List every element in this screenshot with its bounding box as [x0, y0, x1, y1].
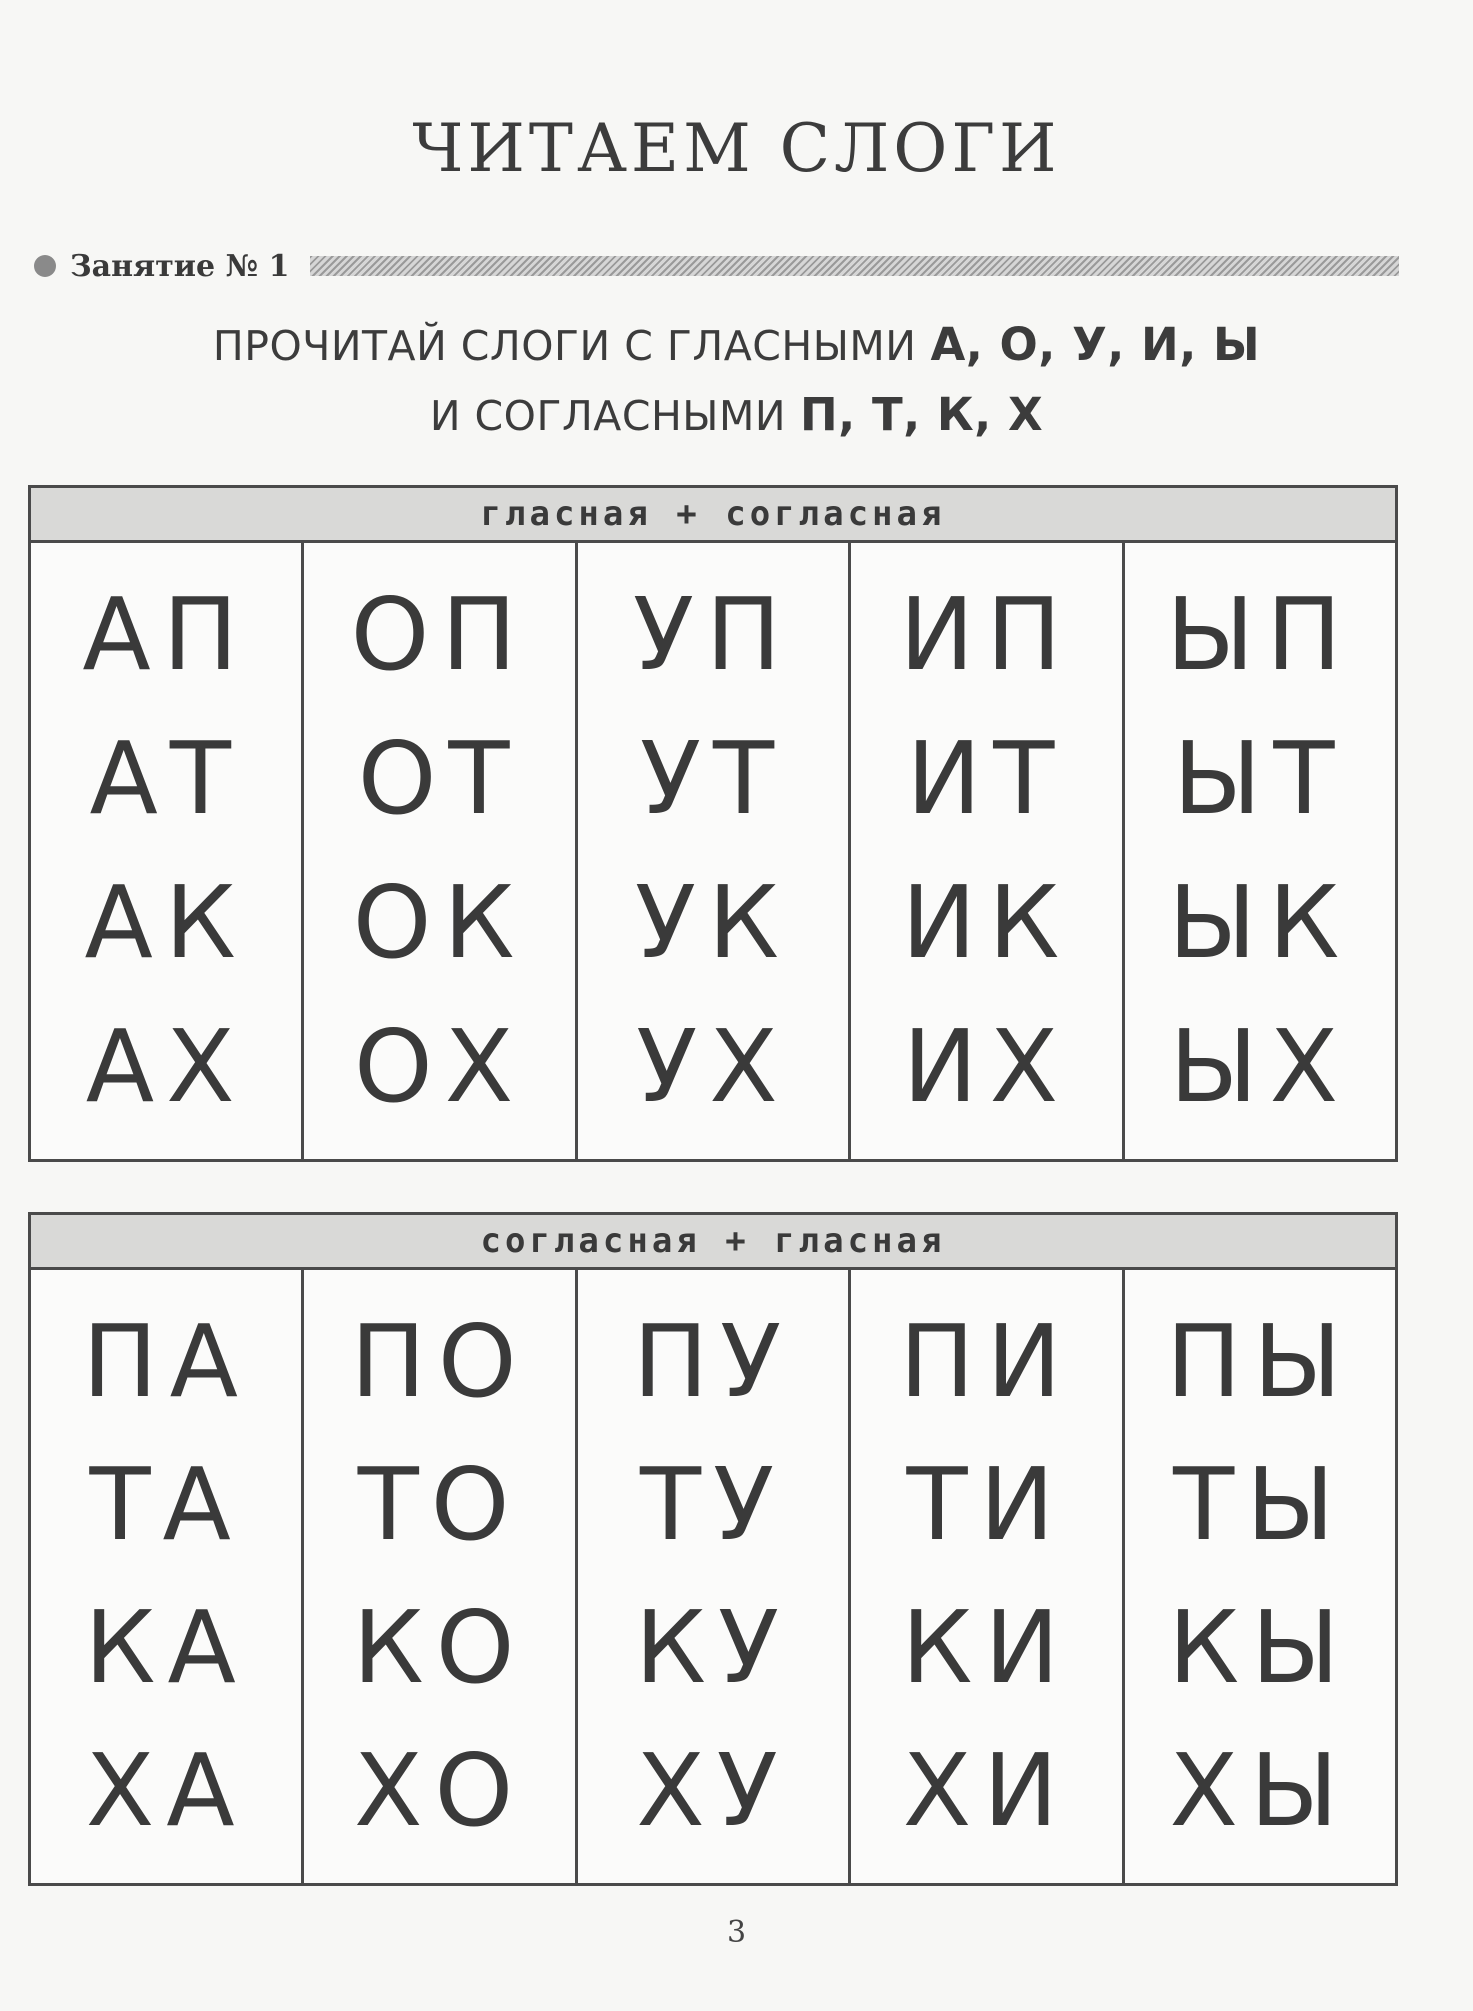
syllable-cell: УП [632, 576, 794, 693]
syllable-cell: УТ [640, 720, 787, 837]
syllable-table-consonant-vowel [28, 1212, 1398, 1886]
syllable-cell: ПЫ [1166, 1302, 1354, 1420]
syllable-cell: ПИ [899, 1302, 1074, 1420]
syllable-cell: АТ [89, 720, 243, 837]
syllable-cell: ЫК [1168, 864, 1352, 981]
syllable-cell: ХИ [902, 1732, 1071, 1850]
syllable-cell: ОХ [354, 1008, 526, 1125]
syllable-cell: ОК [352, 864, 527, 981]
syllable-cell: ЫТ [1173, 720, 1347, 837]
syllable-cell: ЫХ [1169, 1008, 1351, 1125]
syllable-cell: ТА [89, 1445, 243, 1563]
syllable-cell: КО [352, 1589, 527, 1707]
syllable-cell: ИТ [906, 720, 1067, 837]
syllable-cell: ТО [357, 1445, 522, 1563]
syllable-cell: ОП [350, 576, 529, 693]
instruction-vowels: А, О, У, И, Ы [930, 318, 1261, 371]
table-column [1122, 1270, 1395, 1883]
page-number: 3 [726, 1915, 747, 1950]
table-columns [31, 543, 1395, 1159]
syllable-cell: ИХ [902, 1008, 1071, 1125]
syllable-cell: КУ [635, 1589, 791, 1707]
table-column [31, 1270, 301, 1883]
syllable-table-vowel-consonant [28, 485, 1398, 1162]
table-column [575, 1270, 848, 1883]
syllable-cell: ХЫ [1169, 1732, 1351, 1850]
syllable-cell: ИП [899, 576, 1074, 693]
syllable-cell: АП [82, 576, 250, 693]
table-column [31, 543, 301, 1159]
syllable-cell: ИК [901, 864, 1072, 981]
table-header: согласная + гласная [31, 1215, 1395, 1270]
syllable-cell: ПА [82, 1302, 250, 1420]
instruction-text-2: И СОГЛАСНЫМИ [429, 392, 787, 440]
syllable-cell: ПУ [632, 1302, 794, 1420]
syllable-cell: КА [84, 1589, 248, 1707]
hatched-divider [310, 256, 1400, 276]
table-column [575, 543, 848, 1159]
syllable-cell: ТИ [906, 1445, 1067, 1563]
instruction-line-2 [0, 388, 1473, 441]
syllable-cell: ОТ [357, 720, 522, 837]
syllable-cell: АК [84, 864, 248, 981]
syllable-cell: УХ [636, 1008, 790, 1125]
table-column [301, 543, 574, 1159]
syllable-cell: КИ [901, 1589, 1072, 1707]
syllable-cell: ПО [350, 1302, 529, 1420]
syllable-cell: ЫП [1166, 576, 1354, 693]
syllable-cell: УК [635, 864, 791, 981]
bullet-icon [34, 255, 56, 277]
lesson-label: Занятие № 1 [70, 248, 290, 284]
table-column [301, 1270, 574, 1883]
table-header: гласная + согласная [31, 488, 1395, 543]
table-columns [31, 1270, 1395, 1883]
syllable-cell: ХО [354, 1732, 526, 1850]
syllable-cell: КЫ [1168, 1589, 1352, 1707]
syllable-cell: ХУ [636, 1732, 790, 1850]
page-title: ЧИТАЕМ СЛОГИ [412, 110, 1061, 187]
table-column [1122, 543, 1395, 1159]
table-column [848, 1270, 1121, 1883]
table-column [848, 543, 1121, 1159]
syllable-cell: ХА [85, 1732, 247, 1850]
instruction-consonants: П, Т, К, Х [800, 388, 1044, 441]
syllable-cell: АХ [85, 1008, 247, 1125]
instruction-text-1: ПРОЧИТАЙ СЛОГИ С ГЛАСНЫМИ [212, 322, 917, 370]
syllable-cell: ТЫ [1173, 1445, 1347, 1563]
syllable-cell: ТУ [640, 1445, 787, 1563]
lesson-header [34, 246, 1399, 286]
instruction-line-1 [0, 318, 1473, 371]
